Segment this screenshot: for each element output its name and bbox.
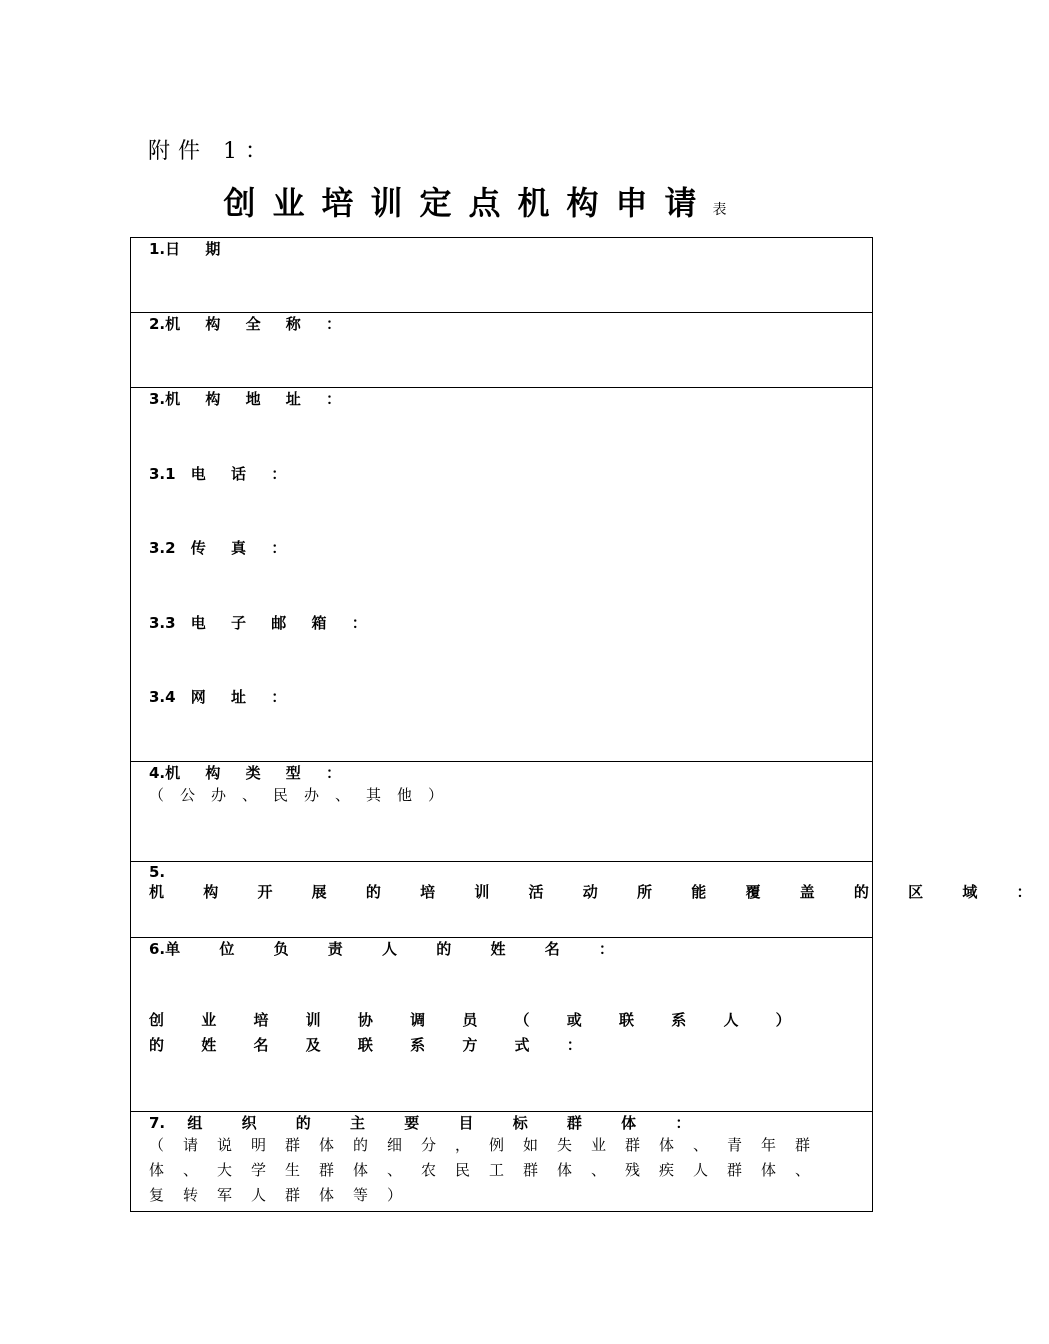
form-title-main: 创业培训定点机构申请 [223, 184, 714, 222]
address-line [149, 388, 854, 463]
full-name-cell[interactable] [131, 313, 873, 388]
row-region [131, 862, 873, 938]
target-hint: （请说明群体的细分，例如失业群体、青年群体、大学生群体、农民工群体、残疾人群体、复转军人群体等） [149, 1136, 830, 1204]
leader-label: 单 位 负 责 人 的 姓 名 ： [165, 940, 631, 958]
row-address [131, 388, 873, 762]
date-label: 日 期 [165, 240, 231, 258]
phone-number: 3.1 [149, 465, 176, 483]
email-number: 3.3 [149, 614, 176, 632]
target-number: 7. [149, 1114, 166, 1132]
form-title-suffix: 表 [712, 202, 727, 218]
leader-cell[interactable] [131, 938, 873, 1112]
fax-number: 3.2 [149, 539, 176, 557]
type-cell[interactable] [131, 762, 873, 862]
row-type [131, 762, 873, 862]
type-hint: （公办、民办、其他） [149, 786, 460, 804]
region-cell[interactable] [131, 862, 1049, 938]
row-full-name [131, 313, 873, 388]
application-form-table [130, 237, 1049, 1212]
type-label: 机 构 类 型 ： [165, 764, 352, 782]
phone-line [149, 463, 854, 537]
website-line [149, 686, 854, 707]
address-label: 机 构 地 址 ： [165, 390, 352, 408]
fax-line [149, 537, 854, 612]
full-name-label: 机 构 全 称 ： [165, 315, 352, 333]
fax-label: 传 真 ： [175, 539, 297, 557]
website-label: 网 址 ： [175, 688, 297, 706]
email-line [149, 612, 854, 686]
leader-number: 6. [149, 940, 166, 958]
address-cell[interactable] [131, 388, 873, 762]
address-number: 3. [149, 390, 166, 408]
target-label: 组 织 的 主 要 目 标 群 体 ： [165, 1114, 708, 1132]
region-number: 5. [149, 863, 166, 881]
date-number: 1. [149, 240, 166, 258]
date-cell[interactable] [131, 238, 873, 313]
row-target [131, 1112, 873, 1212]
full-name-number: 2. [149, 315, 166, 333]
row-leader [131, 938, 873, 1112]
form-title [0, 178, 950, 224]
coordinator-label: 创 业 培 训 协 调 员 （ 或 联 系 人 ） 的 姓 名 及 联 系 方 式 ： [149, 1011, 807, 1054]
website-number: 3.4 [149, 688, 176, 706]
row-date [131, 238, 873, 313]
email-label: 电 子 邮 箱 ： [175, 614, 377, 632]
target-cell[interactable] [131, 1112, 873, 1212]
phone-label: 电 话 ： [175, 465, 297, 483]
type-number: 4. [149, 764, 166, 782]
region-label: 机 构 开 展 的 培 训 活 动 所 能 覆 盖 的 区 域 ： [149, 883, 1049, 901]
attachment-label: 附件 1： [148, 139, 275, 164]
